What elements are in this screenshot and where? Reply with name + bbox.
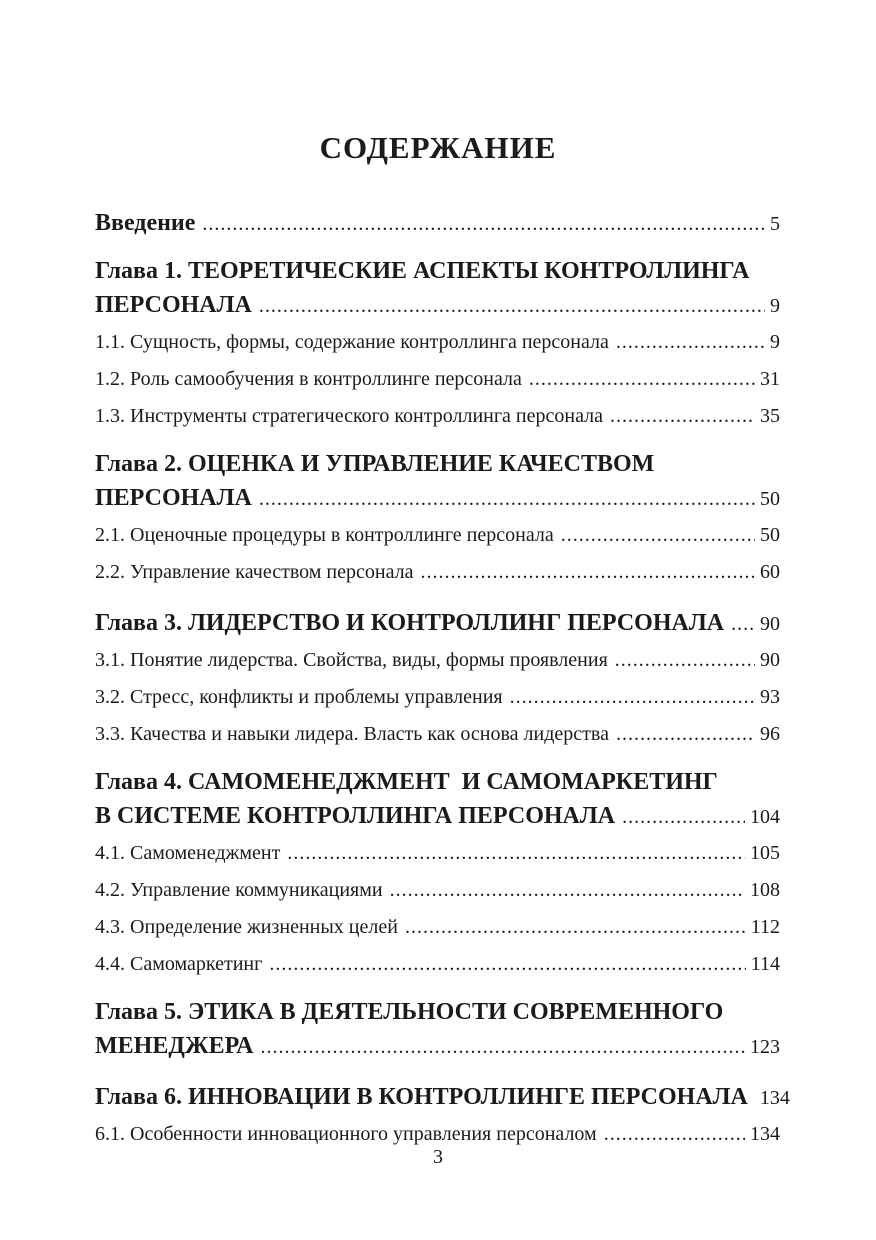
toc-chapter-row: [95, 205, 780, 242]
dot-leader: [529, 361, 755, 398]
toc-entry-text: 1.1. Сущность, формы, содержание контроллинга персонала: [95, 331, 609, 353]
toc-item-row: [95, 324, 780, 361]
dot-leader: [731, 606, 755, 643]
toc-entry-text: 4.3. Определение жизненных целей: [95, 916, 398, 938]
toc-entry-text: Глава 4. САМОМЕНЕДЖМЕНТ И САМОМАРКЕТИНГ: [95, 769, 718, 795]
toc-chapter-row: [95, 256, 780, 287]
toc-entry-text: Глава 2. ОЦЕНКА И УПРАВЛЕНИЕ КАЧЕСТВОМ: [95, 451, 655, 477]
toc-entry-page: 35: [760, 405, 780, 427]
toc-item-row: [95, 398, 780, 435]
dot-leader: [610, 398, 755, 435]
toc-entry-text: 3.2. Стресс, конфликты и проблемы управления: [95, 686, 503, 708]
toc-entry-text: 3.3. Качества и навыки лидера. Власть как основа лидерства: [95, 723, 609, 745]
toc-entry-page: 9: [770, 331, 780, 353]
toc-entry-text: 2.2. Управление качеством персонала: [95, 561, 414, 583]
toc-entry-page: 93: [760, 686, 780, 708]
toc-chapter-row: [95, 1079, 790, 1116]
toc-entry-text: 4.2. Управление коммуникациями: [95, 879, 383, 901]
toc-entry-text: В СИСТЕМЕ КОНТРОЛЛИНГА ПЕРСОНАЛА: [95, 803, 616, 829]
toc-chapter-row: [95, 997, 780, 1028]
toc-chapter-row: [95, 449, 780, 480]
toc-entry-page: 104: [750, 806, 780, 828]
page-number: 3: [433, 1146, 443, 1168]
toc-entry-text: 3.1. Понятие лидерства. Свойства, виды, формы проявления: [95, 649, 608, 671]
dot-leader: [259, 288, 765, 325]
dot-leader: [261, 1029, 745, 1066]
dot-leader: [202, 206, 765, 243]
toc-entry-text: Глава 5. ЭТИКА В ДЕЯТЕЛЬНОСТИ СОВРЕМЕННОГО: [95, 999, 724, 1025]
toc-item-row: [95, 909, 780, 946]
toc-item-row: [95, 361, 780, 398]
toc-entry-text: 1.2. Роль самообучения в контроллинге персонала: [95, 368, 522, 390]
toc-chapter-row: [95, 1028, 780, 1065]
toc-entry-page: 90: [760, 613, 780, 635]
toc-chapter-row: [95, 287, 780, 324]
toc-chapter-row: [95, 605, 780, 642]
toc-item-row: [95, 517, 780, 554]
toc-entry-text: Введение: [95, 210, 196, 236]
toc-entry-text: 1.3. Инструменты стратегического контроллинга персонала: [95, 405, 603, 427]
toc-entry-page: 96: [760, 723, 780, 745]
toc-entry-page: 60: [760, 561, 780, 583]
toc-chapter-row: [95, 767, 780, 798]
toc-entry-page: 108: [750, 879, 780, 901]
toc-entry-page: 50: [760, 488, 780, 510]
toc-entry-page: 31: [760, 368, 780, 390]
dot-leader: [616, 716, 755, 753]
dot-leader: [259, 481, 755, 518]
toc-item-row: [95, 642, 780, 679]
toc-entry-text: Глава 1. ТЕОРЕТИЧЕСКИЕ АСПЕКТЫ КОНТРОЛЛИНГА: [95, 258, 750, 284]
toc-chapter-row: [95, 798, 780, 835]
dot-leader: [405, 909, 746, 946]
toc-entry-page: 134: [750, 1123, 780, 1145]
toc-entry-text: Глава 6. ИННОВАЦИИ В КОНТРОЛЛИНГЕ ПЕРСОНАЛА: [95, 1084, 748, 1110]
toc-entry-page: 5: [770, 213, 780, 235]
toc-item-row: [95, 716, 780, 753]
toc-entry-text: Глава 3. ЛИДЕРСТВО И КОНТРОЛЛИНГ ПЕРСОНАЛА: [95, 610, 725, 636]
toc-entry-text: ПЕРСОНАЛА: [95, 292, 252, 318]
toc-entry-page: 134: [759, 1087, 790, 1109]
dot-leader: [616, 324, 765, 361]
toc-entry-page: 90: [760, 649, 780, 671]
toc-item-row: [95, 835, 780, 872]
toc-entry-page: 123: [750, 1036, 780, 1058]
toc-entry-page: 114: [750, 953, 780, 975]
page-footer: [0, 1146, 876, 1169]
dot-leader: [622, 799, 745, 836]
toc-item-row: [95, 946, 780, 983]
dot-leader: [269, 946, 745, 983]
dot-leader: [421, 554, 756, 591]
dot-leader: [390, 872, 745, 909]
toc-entry-text: 6.1. Особенности инновационного управления персоналом: [95, 1123, 597, 1145]
dot-leader: [510, 679, 755, 716]
toc-entry-text: 4.1. Самоменеджмент: [95, 842, 281, 864]
toc-entry-page: 105: [750, 842, 780, 864]
dot-leader: [615, 642, 755, 679]
toc-entry-page: 9: [770, 295, 780, 317]
toc-entry-text: МЕНЕДЖЕРА: [95, 1033, 254, 1059]
toc-list: [95, 205, 790, 1153]
toc-item-row: [95, 872, 780, 909]
dot-leader: [561, 517, 755, 554]
toc-entry-text: 2.1. Оценочные процедуры в контроллинге персонала: [95, 524, 554, 546]
toc-chapter-row: [95, 480, 780, 517]
page-title: СОДЕРЖАНИЕ: [319, 130, 557, 165]
toc-entry-text: ПЕРСОНАЛА: [95, 485, 252, 511]
toc-entry-text: 4.4. Самомаркетинг: [95, 953, 263, 975]
toc-entry-page: 50: [760, 524, 780, 546]
toc-entry-page: 112: [750, 916, 780, 938]
toc-item-row: [95, 554, 780, 591]
toc-item-row: [95, 679, 780, 716]
dot-leader: [287, 835, 745, 872]
